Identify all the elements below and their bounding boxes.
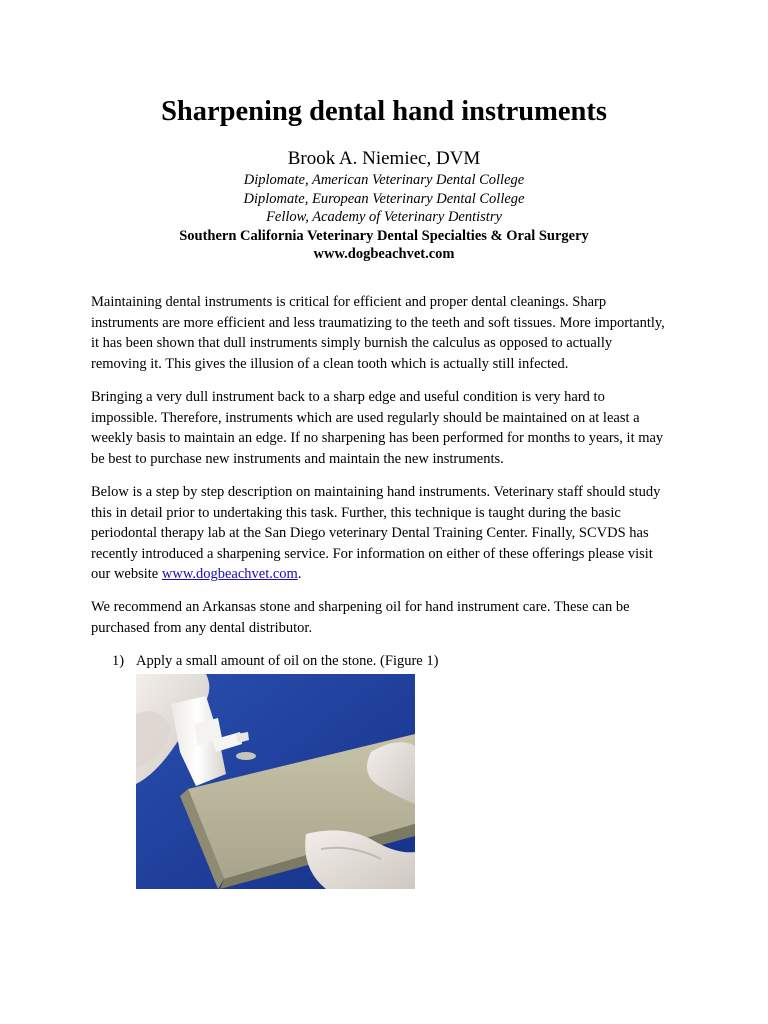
figure-1-photo xyxy=(136,674,415,889)
organization: Southern California Veterinary Dental Specialties & Oral Surgery xyxy=(179,227,589,244)
author-block xyxy=(0,146,768,264)
website: www.dogbeachvet.com xyxy=(313,246,455,262)
figure-1-illustration xyxy=(136,674,415,889)
paragraph-intro: Maintaining dental instruments is critical for efficient and proper dental cleanings. Sharp instruments are more efficient and less traumatizing to the teeth and soft tissues. More importantly, it has been shown that dull instruments simply burnish the calculus as opposed to actually removing it. This gives the illusion of a clean tooth which is actually still infected. xyxy=(91,294,665,372)
website-link[interactable]: www.dogbeachvet.com xyxy=(161,566,298,582)
paragraph-recommendation: We recommend an Arkansas stone and sharpening oil for hand instrument care. These can be purchased from any dental distributor. xyxy=(91,599,630,636)
affiliation-2: Diplomate, European Veterinary Dental College xyxy=(243,190,525,207)
step-number: 1) xyxy=(112,653,125,669)
oil-drop xyxy=(236,752,256,760)
paragraph-dull-instruments: Bringing a very dull instrument back to a sharp edge and useful condition is very hard to impossible. Therefore, instruments which are used regularly should be maintained on at least a weekly basis to maintain an edge. If no sharpening has been performed for months to years, it may be best to purchase new instruments and maintain the new instruments. xyxy=(91,389,664,467)
step-text: Apply a small amount of oil on the stone. (Figure 1) xyxy=(136,653,439,669)
author-name: Brook A. Niemiec, DVM xyxy=(287,148,481,169)
document-title: Sharpening dental hand instruments xyxy=(161,96,607,127)
step-item xyxy=(112,651,438,672)
affiliation-1: Diplomate, American Veterinary Dental College xyxy=(243,172,525,188)
paragraph-step-description-text: Below is a step by step description on maintaining hand instruments. Veterinary staff should study this in detail prior to undertaking this task. Further, this technique is taught during the basic periodontal therapy lab at the San Diego veterinary Dental Training Center. Finally, SCVDS has recently introduced a sharpening service. For information on either of these offerings please visit our website xyxy=(91,484,661,582)
affiliation-3: Fellow, Academy of Veterinary Dentistry xyxy=(266,209,502,225)
paragraph-step-description-end: . xyxy=(297,566,302,582)
paragraph-step-description xyxy=(91,482,671,585)
